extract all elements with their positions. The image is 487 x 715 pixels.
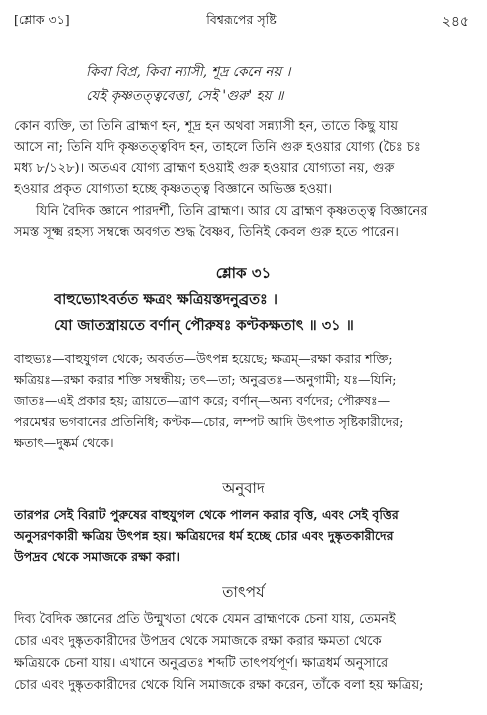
synonym-line: ক্ষতাৎ—দুষ্কর্ম থেকে। — [14, 435, 114, 450]
translation-line: উপদ্রব থেকে সমাজকে রক্ষা করা। — [14, 549, 180, 564]
previous-purport-paragraph-1 — [14, 116, 473, 200]
paragraph-line: কোন ব্যক্তি, তা তিনি ব্রাহ্মণ হন, শূদ্র হন অথবা সন্ন্যাসী হন, তাতে কিছু যায় — [14, 119, 399, 134]
translation-line: অনুসরণকারী ক্ষত্রিয় উৎপন্ন হয়। ক্ষত্রিয়দের ধর্ম হচ্ছে চোর এবং দুষ্কৃতকারীদের — [14, 528, 394, 543]
paragraph-line: মধ্য ৮/১২৮)। অতএব যোগ্য ব্রাহ্মণ হওয়াই গুরু হওয়ার যোগ্যতা নয়, গুরু — [14, 161, 395, 176]
purport-line: চোর এবং দুষ্কৃতকারীদের থেকে যিনি সমাজকে রক্ষা করেন, তাঁকে বলা হয় ক্ষত্রিয়; — [14, 678, 424, 693]
purport-heading: তাৎপর্য — [222, 583, 265, 601]
synonym-line: বাহুভ্যঃ—বাহুযুগল থেকে; অবর্তত—উৎপন্ন হয়েছে; ক্ষত্রম্—রক্ষা করার শক্তি; — [14, 351, 393, 366]
purport-line: চোর এবং দুষ্কৃতকারীদের উপদ্রব থেকে সমাজকে রক্ষা করার ক্ষমতা থেকে — [14, 634, 382, 649]
sloka-line: বাহুভ্যোঽবর্তত ক্ষত্রং ক্ষত্রিয়স্তদনুব্রতঃ । — [54, 291, 278, 308]
sloka-heading: শ্লোক ৩১ — [215, 264, 272, 282]
synonym-line: পরমেশ্বর ভগবানের প্রতিনিধি; কণ্টক—চোর, লম্পট আদি উৎপাত সৃষ্টিকারীদের; — [14, 414, 404, 429]
sloka-line: যো জাতস্ত্রায়তে বর্ণান্ পৌরুষঃ কণ্টকক্ষতাৎ ॥ ৩১ ॥ — [54, 317, 354, 334]
paragraph-line: হওয়ার প্রকৃত যোগ্যতা হচ্ছে কৃষ্ণতত্ত্ব বিজ্ঞানে অভিজ্ঞ হওয়া। — [14, 182, 333, 197]
page-header — [14, 10, 469, 32]
translation-line: তারপর সেই বিরাট পুরুষের বাহুযুগল থেকে পালন করার বৃত্তি, এবং সেই বৃত্তির — [14, 507, 399, 522]
purport-text — [14, 609, 473, 697]
paragraph-line: সমস্ত সূক্ষ্ম রহস্য সম্বন্ধে অবগত শুদ্ধ বৈষ্ণব, তিনিই কেবল গুরু হতে পারেন। — [14, 225, 399, 240]
synonym-line: ক্ষত্রিয়ঃ—রক্ষা করার শক্তি সম্বন্ধীয়; তৎ—তা; অনুব্রতঃ—অনুগামী; যঃ—যিনি; — [14, 372, 397, 387]
quoted-verse — [86, 60, 473, 108]
paragraph-line: যিনি বৈদিক জ্ঞানে পারদর্শী, তিনি ব্রাহ্মণ। আর যে ব্রাহ্মণ কৃষ্ণতত্ত্ব বিজ্ঞানের — [36, 204, 428, 219]
sloka-verse — [14, 287, 473, 339]
page-number: ২৪৫ — [441, 14, 469, 30]
quoted-verse-line: যেই কৃষ্ণতত্ত্ববেত্তা, সেই 'গুরু' হয় ॥ — [86, 88, 284, 104]
previous-purport-paragraph-2 — [14, 201, 473, 243]
synonym-line: জাতঃ—এই প্রকার হয়; ত্রায়তে—ত্রাণ করে; বর্ণান্—অন্য বর্ণদের; পৌরুষঃ— — [14, 393, 391, 408]
purport-line: দিব্য বৈদিক জ্ঞানের প্রতি উন্মুখতা থেকে যেমন ব্রাহ্মণকে চেনা যায়, তেমনই — [14, 612, 396, 627]
paragraph-line: আসে না; তিনি যদি কৃষ্ণতত্ত্ববিদ হন, তাহলে তিনি গুরু হওয়ার যোগ্য (চৈঃ চঃ — [14, 140, 421, 155]
purport-line: ক্ষত্রিয়কে চেনা যায়। এখানে অনুব্রতঃ শব্দটি তাৎপর্যপূর্ণ। ক্ষাত্রধর্ম অনুসারে — [14, 656, 389, 671]
word-synonyms — [14, 348, 473, 453]
translation-heading: অনুবাদ — [222, 479, 265, 497]
header-chapter-title: বিশ্বরূপের সৃষ্টি — [206, 12, 277, 27]
translation-text — [14, 504, 473, 567]
quoted-verse-line: কিবা বিপ্র, কিবা ন্যাসী, শূদ্র কেনে নয় । — [86, 64, 291, 80]
header-verse-ref: [শ্লোক ৩১] — [14, 12, 70, 27]
